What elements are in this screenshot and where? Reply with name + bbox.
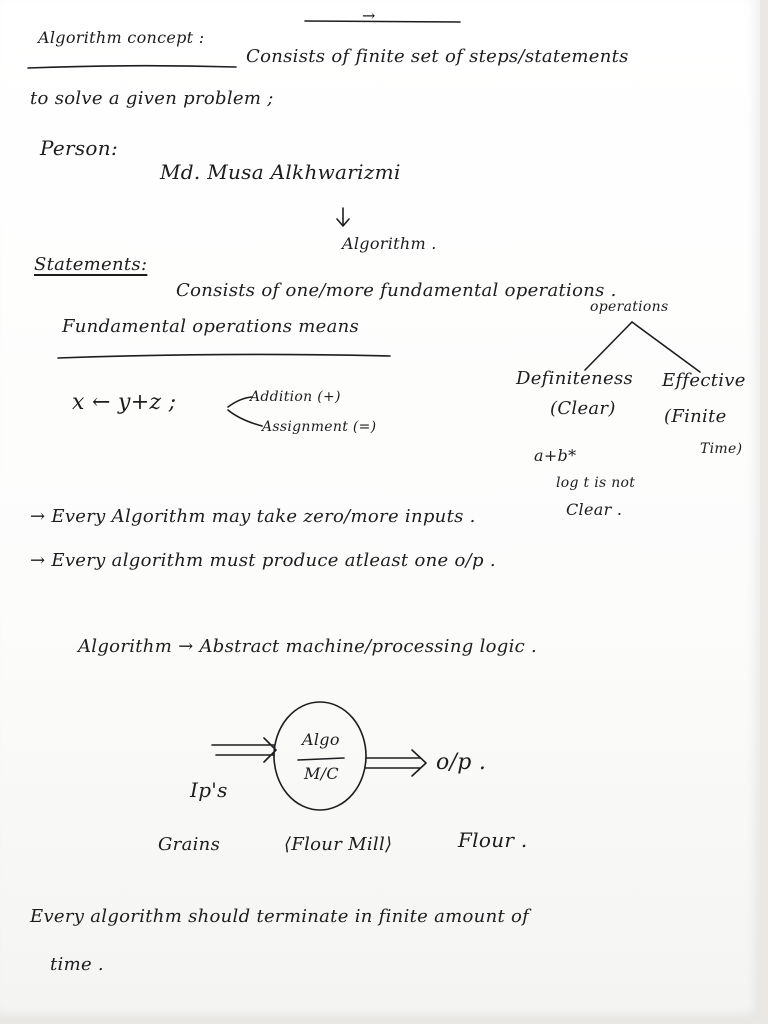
tree-branch-right	[632, 322, 700, 372]
definiteness-example-1: a+b*	[534, 446, 577, 465]
tree-root: operations	[590, 299, 669, 315]
rule-inputs: → Every Algorithm may take zero/more inputs .	[30, 506, 476, 527]
inputs-label: Ip's	[190, 778, 228, 802]
derivation-arrow-down	[337, 208, 349, 226]
example-expression: x ← y+z ;	[72, 390, 177, 415]
tree-right-note-2: Time)	[700, 441, 743, 457]
operations-underline	[58, 354, 390, 358]
header-mark: →	[362, 6, 376, 25]
concept-label: Algorithm concept :	[38, 28, 205, 47]
header-rule	[305, 21, 460, 22]
flour-mill-label: ⟨Flour Mill⟩	[284, 834, 393, 855]
rule-outputs: → Every algorithm must produce atleast one o/p .	[30, 550, 496, 571]
algo-divider	[298, 758, 344, 760]
algo-circle	[274, 702, 366, 810]
example-addition: Addition (+)	[250, 389, 341, 405]
person-name: Md. Musa Alkhwarizmi	[160, 160, 401, 184]
definiteness-example-2: log t is not	[556, 475, 636, 491]
concept-underline	[28, 66, 236, 68]
definiteness-example-3: Clear .	[566, 500, 623, 519]
brace-lower	[228, 410, 262, 426]
statements-text: Consists of one/more fundamental operations .	[176, 280, 617, 301]
example-assignment: Assignment (=)	[262, 419, 377, 435]
algorithm-derived: Algorithm .	[342, 234, 437, 253]
operations-heading: Fundamental operations means	[62, 316, 360, 337]
circle-bottom-label: M/C	[304, 764, 339, 783]
grains-label: Grains	[158, 834, 221, 855]
concept-line-2: to solve a given problem ;	[30, 88, 274, 109]
output-arrow-head	[412, 750, 426, 776]
abstract-machine: Algorithm → Abstract machine/processing logic .	[78, 636, 538, 657]
tree-left: Definiteness	[516, 368, 634, 389]
tree-right: Effective	[662, 370, 746, 391]
tree-branch-left	[585, 322, 632, 370]
flour-label: Flour .	[458, 828, 528, 852]
output-label: o/p .	[436, 750, 487, 775]
tree-left-note: (Clear)	[550, 398, 616, 419]
circle-top-label: Algo	[302, 730, 340, 749]
conclusion-line-1: Every algorithm should terminate in finite amount of	[30, 906, 530, 927]
brace-upper	[228, 397, 252, 407]
concept-line-1: Consists of finite set of steps/statements	[246, 46, 629, 67]
statements-label: Statements:	[34, 254, 148, 275]
tree-right-note: (Finite	[664, 406, 727, 427]
conclusion-line-2: time .	[50, 954, 104, 975]
person-label: Person:	[40, 136, 118, 160]
